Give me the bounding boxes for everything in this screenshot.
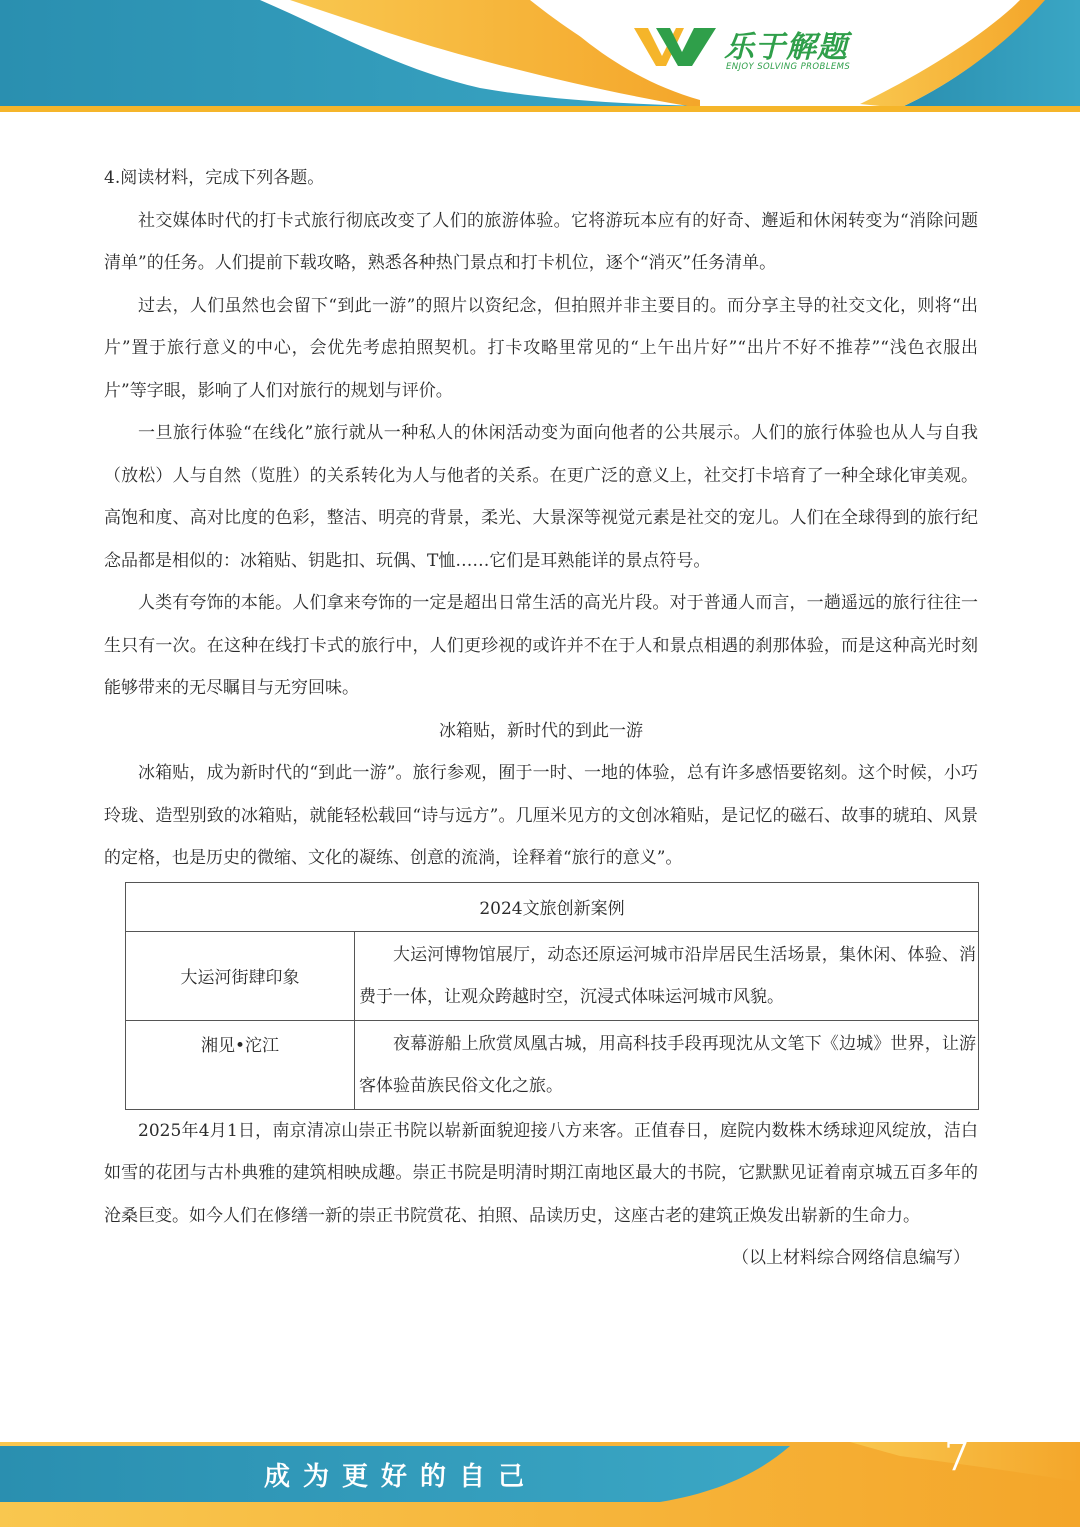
paragraph-academy: 2025年4月1日，南京清凉山崇正书院以崭新面貌迎接八方来客。正值春日，庭院内数株木绣球迎风绽放，洁白如雪的花团与古朴典雅的建筑相映成趣。崇正书院是明清时期江南地区最大的书院，它默默见证着南京城五百多年的沧桑巨变。如今人们在修缮一新的崇正书院赏花、拍照、品读历史，这座古老的建筑正焕发出崭新的生命力。: [104, 1120, 978, 1226]
page-footer: [0, 1434, 1080, 1527]
question-intro: 4.阅读材料，完成下列各题。: [104, 168, 325, 188]
material-subtitle: 冰箱贴，新时代的到此一游: [439, 720, 643, 741]
page-number: 7: [944, 1434, 970, 1480]
source-note: （以上材料综合网络信息编写）: [732, 1248, 970, 1268]
case-description: 夜幕游船上欣赏凤凰古城，用高科技手段再现沈从文笔下《边城》世界，让游客体验苗族民俗文化之旅。: [355, 1020, 979, 1109]
brand-tagline: ENJOY SOLVING PROBLEMS: [726, 62, 851, 72]
table-row: [126, 931, 979, 1020]
case-name: 湘见•沱江: [126, 1020, 355, 1109]
paragraph-2: 过去，人们虽然也会留下“到此一游”的照片以资纪念，但拍照并非主要目的。而分享主导的社交文化，则将“出片”置于旅行意义的中心，会优先考虑拍照契机。打卡攻略里常见的“上午出片好”“出片不好不推荐”“浅色衣服出片”等字眼，影响了人们对旅行的规划与评价。: [104, 295, 978, 401]
paragraph-1: 社交媒体时代的打卡式旅行彻底改变了人们的旅游体验。它将游玩本应有的好奇、邂逅和休闲转变为“消除问题清单”的任务。人们提前下载攻略，熟悉各种热门景点和打卡机位，逐个“消灭”任务清单。: [104, 210, 978, 273]
page-header: [0, 0, 1080, 112]
paragraph-fridge-magnet: 冰箱贴，成为新时代的“到此一游”。旅行参观，囿于一时、一地的体验，总有许多感悟要铭刻。这个时候，小巧玲珑、造型别致的冰箱贴，就能轻松载回“诗与远方”。几厘米见方的文创冰箱贴，是记忆的磁石、故事的琥珀、风景的定格，也是历史的微缩、文化的凝练、创意的流淌，诠释着“旅行的意义”。: [104, 763, 978, 868]
question-body: [104, 157, 978, 1280]
paragraph-3: 一旦旅行体验“在线化”旅行就从一种私人的休闲活动变为面向他者的公共展示。人们的旅行体验也从人与自我（放松）人与自然（览胜）的关系转化为人与他者的关系。在更广泛的意义上，社交打卡培育了一种全球化审美观。高饱和度、高对比度的色彩，整洁、明亮的背景，柔光、大景深等视觉元素是社交的宠儿。人们在全球得到的旅行纪念品都是相似的：冰箱贴、钥匙扣、玩偶、T恤……它们是耳熟能详的景点符号。: [104, 423, 978, 571]
brand-logo: [632, 22, 872, 78]
paragraph-4: 人类有夸饰的本能。人们拿来夸饰的一定是超出日常生活的高光片段。对于普通人而言，一趟遥远的旅行往往一生只有一次。在这种在线打卡式的旅行中，人们更珍视的或许并不在于人和景点相遇的刹那体验，而是这种高光时刻能够带来的无尽瞩目与无穷回味。: [104, 593, 978, 698]
logo-mark-icon: [632, 22, 718, 70]
footer-slogan: 成为更好的自己: [264, 1462, 538, 1492]
case-name: 大运河街肆印象: [126, 931, 355, 1020]
case-description: 大运河博物馆展厅，动态还原运河城市沿岸居民生活场景，集休闲、体验、消费于一体，让观众跨越时空，沉浸式体味运河城市风貌。: [355, 931, 979, 1020]
cases-table: [125, 882, 979, 1110]
table-caption: 2024文旅创新案例: [126, 882, 979, 931]
brand-name: 乐于解题: [724, 30, 848, 65]
footer-banner-graphic: [0, 1442, 1080, 1527]
table-row: [126, 1020, 979, 1109]
header-banner-graphic: [0, 0, 1080, 112]
